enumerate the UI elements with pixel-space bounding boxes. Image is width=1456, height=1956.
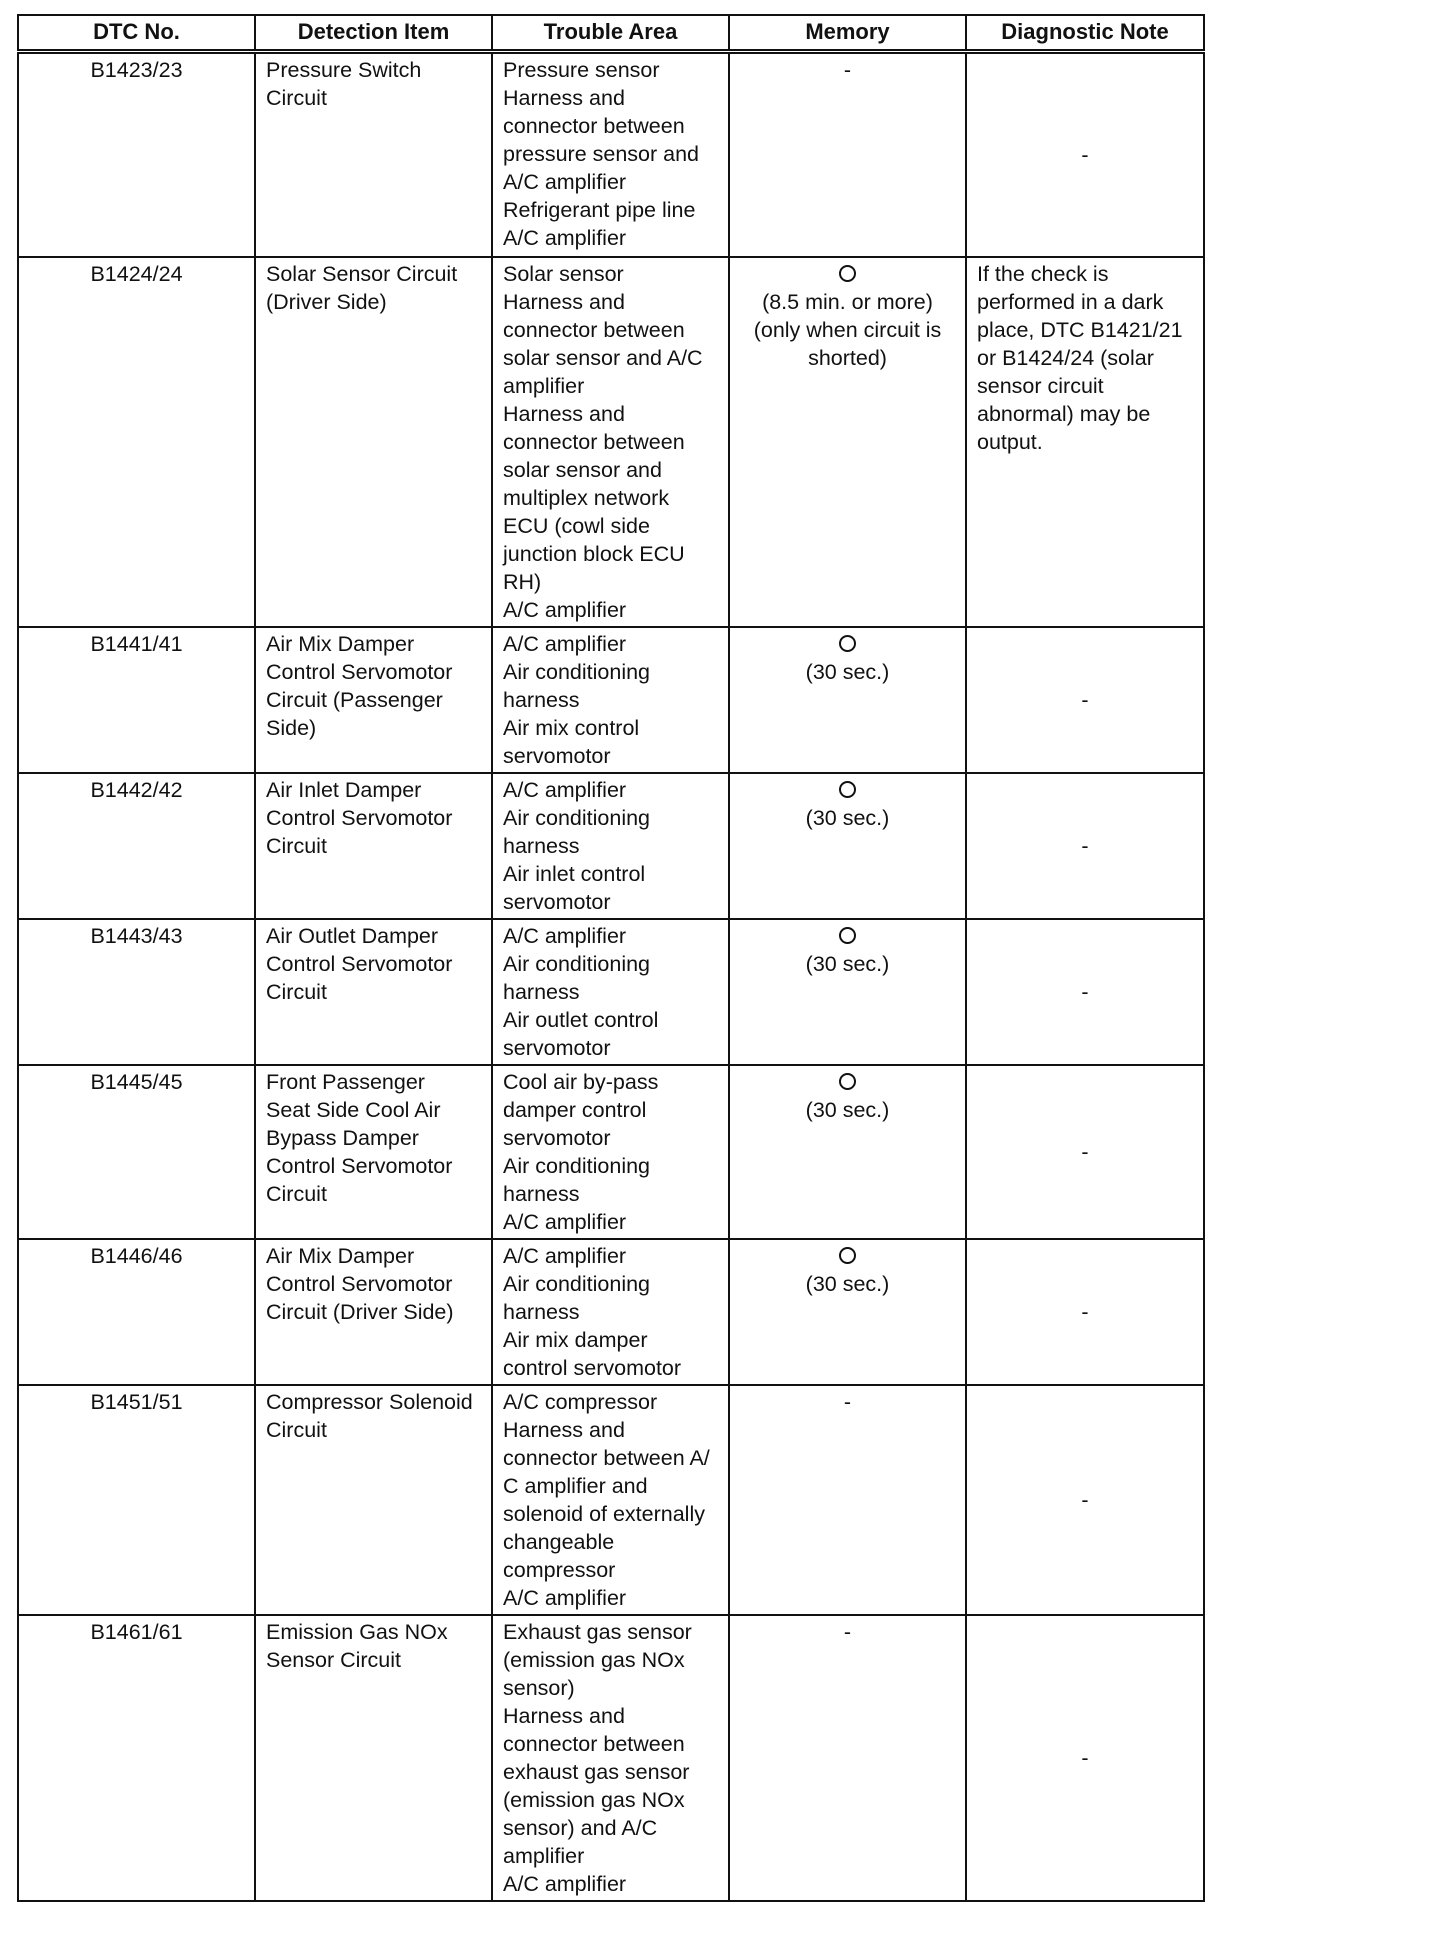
trouble-area-cell-line: compressor — [503, 1558, 616, 1582]
detection-item-cell-line: Air Mix Damper — [266, 632, 415, 656]
trouble-area-cell — [492, 51, 729, 257]
trouble-area-cell-line: Harness and — [503, 1704, 625, 1728]
trouble-area-cell-line: A/C amplifier — [503, 169, 627, 194]
trouble-area-cell-line: A/C amplifier — [503, 1244, 627, 1268]
memory-text: shorted) — [808, 346, 887, 370]
diagnostic-note-cell-line: - — [1081, 142, 1089, 167]
trouble-area-cell-line: Air mix control — [503, 716, 640, 740]
trouble-area-cell-line: ECU (cowl side — [503, 514, 650, 538]
memory-text: (8.5 min. or more) — [762, 290, 933, 314]
trouble-area-cell-line: exhaust gas sensor — [503, 1760, 690, 1784]
trouble-area-cell-line: (emission gas NOx — [503, 1788, 685, 1812]
trouble-area-cell — [492, 773, 729, 919]
memory-circle-icon — [839, 1073, 856, 1090]
detection-item-cell-line: Circuit — [266, 834, 327, 858]
trouble-area-cell-line: (emission gas NOx — [503, 1648, 685, 1672]
diagnostic-note-cell-line: - — [1081, 1488, 1089, 1512]
table-row — [18, 1065, 1204, 1239]
trouble-area-cell-line: harness — [503, 688, 580, 712]
diagnostic-note-cell-line: - — [1081, 688, 1089, 712]
trouble-area-cell-line: harness — [503, 1300, 580, 1324]
header-dtc-no: DTC No. — [18, 15, 255, 51]
dtc-code-cell: B1423/23 — [18, 51, 255, 257]
table-row — [18, 627, 1204, 773]
memory-text: - — [843, 57, 852, 82]
header-detection-item: Detection Item — [255, 15, 492, 51]
trouble-area-cell-line: Harness and — [503, 402, 625, 426]
detection-item-cell-line: Air Outlet Damper — [266, 924, 439, 948]
detection-item-cell-line: Circuit — [266, 85, 327, 110]
detection-item-cell-line: Compressor Solenoid — [266, 1390, 473, 1414]
memory-cell — [729, 773, 966, 919]
detection-item-cell — [255, 773, 492, 919]
diagnostic-note-cell — [966, 1239, 1204, 1385]
dtc-code-cell: B1446/46 — [18, 1239, 255, 1385]
detection-item-cell-line: Circuit (Driver Side) — [266, 1300, 454, 1324]
trouble-area-cell-line: Pressure sensor — [503, 57, 660, 82]
diagnostic-note-cell-line: If the check is — [977, 262, 1109, 286]
detection-item-cell-line: Seat Side Cool Air — [266, 1098, 441, 1122]
trouble-area-cell-line: harness — [503, 1182, 580, 1206]
memory-circle-icon — [839, 1247, 856, 1264]
diagnostic-note-cell-line: - — [1081, 1300, 1089, 1324]
trouble-area-cell — [492, 627, 729, 773]
detection-item-cell-line: Circuit — [266, 980, 327, 1004]
detection-item-cell-line: Control Servomotor — [266, 806, 453, 830]
trouble-area-cell-line: damper control — [503, 1098, 647, 1122]
dtc-code-cell: B1442/42 — [18, 773, 255, 919]
trouble-area-cell-line: harness — [503, 834, 580, 858]
detection-item-cell-line: Control Servomotor — [266, 1154, 453, 1178]
trouble-area-cell-line: Cool air by-pass — [503, 1070, 659, 1094]
diagnostic-note-cell-line: performed in a dark — [977, 290, 1164, 314]
detection-item-cell-line: Control Servomotor — [266, 660, 453, 684]
memory-cell — [729, 51, 966, 257]
table-row — [18, 51, 1204, 257]
trouble-area-cell — [492, 1615, 729, 1901]
trouble-area-cell-line: Refrigerant pipe line — [503, 197, 696, 222]
trouble-area-cell-line: connector between A/ — [503, 1446, 710, 1470]
detection-item-cell — [255, 51, 492, 257]
table-row — [18, 1385, 1204, 1615]
trouble-area-cell-line: A/C amplifier — [503, 1210, 627, 1234]
detection-item-cell-line: Circuit — [266, 1418, 327, 1442]
detection-item-cell-line: Bypass Damper — [266, 1126, 419, 1150]
detection-item-cell — [255, 257, 492, 627]
trouble-area-cell-line: servomotor — [503, 1036, 611, 1060]
trouble-area-cell-line: connector between — [503, 113, 685, 138]
trouble-area-cell-line: sensor) — [503, 1676, 575, 1700]
diagnostic-note-cell — [966, 1065, 1204, 1239]
header-diagnostic-note: Diagnostic Note — [966, 15, 1204, 51]
diagnostic-note-cell-line: - — [1081, 834, 1089, 858]
trouble-area-cell-line: A/C amplifier — [503, 1872, 627, 1896]
trouble-area-cell-line: Air outlet control — [503, 1008, 659, 1032]
memory-text: - — [843, 1390, 852, 1414]
memory-cell — [729, 1615, 966, 1901]
table-row — [18, 919, 1204, 1065]
memory-circle-icon — [839, 927, 856, 944]
memory-text: (30 sec.) — [805, 1098, 890, 1122]
trouble-area-cell-line: servomotor — [503, 1126, 611, 1150]
dtc-code-cell: B1461/61 — [18, 1615, 255, 1901]
detection-item-cell — [255, 1239, 492, 1385]
diagnostic-note-cell-line: abnormal) may be — [977, 402, 1151, 426]
detection-item-cell-line: Emission Gas NOx — [266, 1620, 448, 1644]
trouble-area-cell-line: A/C amplifier — [503, 225, 627, 250]
diagnostic-note-cell-line: - — [1081, 980, 1089, 1004]
diagnostic-note-cell-line: - — [1081, 1746, 1089, 1770]
trouble-area-cell-line: connector between — [503, 430, 685, 454]
diagnostic-note-cell — [966, 627, 1204, 773]
trouble-area-cell-line: servomotor — [503, 890, 611, 914]
table-header — [18, 15, 1204, 51]
diagnostic-note-cell — [966, 1385, 1204, 1615]
memory-circle-icon — [839, 781, 856, 798]
memory-text: (30 sec.) — [805, 806, 890, 830]
table-row — [18, 257, 1204, 627]
detection-item-cell — [255, 1385, 492, 1615]
header-row — [18, 15, 1204, 51]
trouble-area-cell-line: solar sensor and — [503, 458, 662, 482]
detection-item-cell-line: Air Mix Damper — [266, 1244, 415, 1268]
trouble-area-cell-line: Air conditioning — [503, 952, 651, 976]
detection-item-cell-line: Front Passenger — [266, 1070, 425, 1094]
trouble-area-cell-line: sensor) and A/C — [503, 1816, 658, 1840]
memory-cell — [729, 1065, 966, 1239]
trouble-area-cell-line: A/C amplifier — [503, 1586, 627, 1610]
memory-text: (only when circuit is — [753, 318, 942, 342]
table-row — [18, 773, 1204, 919]
dtc-code-cell: B1443/43 — [18, 919, 255, 1065]
trouble-area-cell-line: Solar sensor — [503, 262, 624, 286]
trouble-area-cell-line: servomotor — [503, 744, 611, 768]
dtc-code-cell: B1424/24 — [18, 257, 255, 627]
header-memory: Memory — [729, 15, 966, 51]
trouble-area-cell-line: Harness and — [503, 85, 625, 110]
trouble-area-cell-line: A/C amplifier — [503, 632, 627, 656]
diagnostic-note-cell — [966, 773, 1204, 919]
detection-item-cell-line: Circuit — [266, 1182, 327, 1206]
trouble-area-cell-line: Air conditioning — [503, 1272, 651, 1296]
table-row — [18, 1615, 1204, 1901]
trouble-area-cell — [492, 1065, 729, 1239]
detection-item-cell-line: Control Servomotor — [266, 1272, 453, 1296]
detection-item-cell-line: Pressure Switch — [266, 57, 422, 82]
trouble-area-cell-line: Air conditioning — [503, 660, 651, 684]
trouble-area-cell-line: A/C amplifier — [503, 598, 627, 622]
diagnostic-note-cell — [966, 257, 1204, 627]
detection-item-cell-line: Solar Sensor Circuit — [266, 262, 458, 286]
trouble-area-cell-line: junction block ECU — [503, 542, 685, 566]
dtc-code-cell: B1451/51 — [18, 1385, 255, 1615]
trouble-area-cell-line: Air mix damper — [503, 1328, 648, 1352]
detection-item-cell-line: Sensor Circuit — [266, 1648, 402, 1672]
trouble-area-cell-line: Air conditioning — [503, 806, 651, 830]
memory-cell — [729, 919, 966, 1065]
trouble-area-cell — [492, 1239, 729, 1385]
table-row — [18, 1239, 1204, 1385]
trouble-area-cell — [492, 257, 729, 627]
trouble-area-cell-line: Air inlet control — [503, 862, 646, 886]
memory-text: - — [843, 1620, 852, 1644]
trouble-area-cell-line: solenoid of externally — [503, 1502, 705, 1526]
dtc-code-cell: B1445/45 — [18, 1065, 255, 1239]
memory-text: (30 sec.) — [805, 952, 890, 976]
trouble-area-cell-line: C amplifier and — [503, 1474, 648, 1498]
trouble-area-cell-line: A/C compressor — [503, 1390, 658, 1414]
trouble-area-cell-line: RH) — [503, 570, 542, 594]
dtc-code-cell: B1441/41 — [18, 627, 255, 773]
detection-item-cell-line: Air Inlet Damper — [266, 778, 422, 802]
trouble-area-cell-line: Harness and — [503, 290, 625, 314]
diagnostic-note-cell — [966, 1615, 1204, 1901]
trouble-area-cell-line: harness — [503, 980, 580, 1004]
trouble-area-cell-line: A/C amplifier — [503, 924, 627, 948]
trouble-area-cell-line: amplifier — [503, 1844, 585, 1868]
diagnostic-note-cell-line: - — [1081, 1140, 1089, 1164]
trouble-area-cell — [492, 1385, 729, 1615]
diagnostic-note-cell-line: output. — [977, 430, 1043, 454]
diagnostic-note-cell — [966, 51, 1204, 257]
trouble-area-cell — [492, 919, 729, 1065]
memory-circle-icon — [839, 635, 856, 652]
detection-item-cell-line: Control Servomotor — [266, 952, 453, 976]
memory-cell — [729, 627, 966, 773]
trouble-area-cell-line: connector between — [503, 318, 685, 342]
detection-item-cell-line: (Driver Side) — [266, 290, 387, 314]
detection-item-cell-line: Side) — [266, 716, 317, 740]
table-body — [18, 51, 1204, 1901]
diagnostic-note-cell-line: or B1424/24 (solar — [977, 346, 1154, 370]
trouble-area-cell-line: Harness and — [503, 1418, 625, 1442]
trouble-area-cell-line: changeable — [503, 1530, 615, 1554]
detection-item-cell — [255, 919, 492, 1065]
dtc-table — [17, 14, 1205, 1902]
detection-item-cell-line: Circuit (Passenger — [266, 688, 443, 712]
diagnostic-note-cell-line: place, DTC B1421/21 — [977, 318, 1183, 342]
memory-circle-icon — [839, 265, 856, 282]
trouble-area-cell-line: pressure sensor and — [503, 141, 699, 166]
trouble-area-cell-line: solar sensor and A/C — [503, 346, 703, 370]
trouble-area-cell-line: Air conditioning — [503, 1154, 651, 1178]
trouble-area-cell-line: A/C amplifier — [503, 778, 627, 802]
trouble-area-cell-line: Exhaust gas sensor — [503, 1620, 692, 1644]
detection-item-cell — [255, 1615, 492, 1901]
trouble-area-cell-line: multiplex network — [503, 486, 670, 510]
memory-cell — [729, 1385, 966, 1615]
trouble-area-cell-line: connector between — [503, 1732, 685, 1756]
detection-item-cell — [255, 627, 492, 773]
memory-text: (30 sec.) — [805, 660, 890, 684]
diagnostic-note-cell — [966, 919, 1204, 1065]
trouble-area-cell-line: control servomotor — [503, 1356, 682, 1380]
diagnostic-note-cell-line: sensor circuit — [977, 374, 1104, 398]
detection-item-cell — [255, 1065, 492, 1239]
memory-text: (30 sec.) — [805, 1272, 890, 1296]
trouble-area-cell-line: amplifier — [503, 374, 585, 398]
memory-cell — [729, 1239, 966, 1385]
memory-cell — [729, 257, 966, 627]
header-trouble-area: Trouble Area — [492, 15, 729, 51]
